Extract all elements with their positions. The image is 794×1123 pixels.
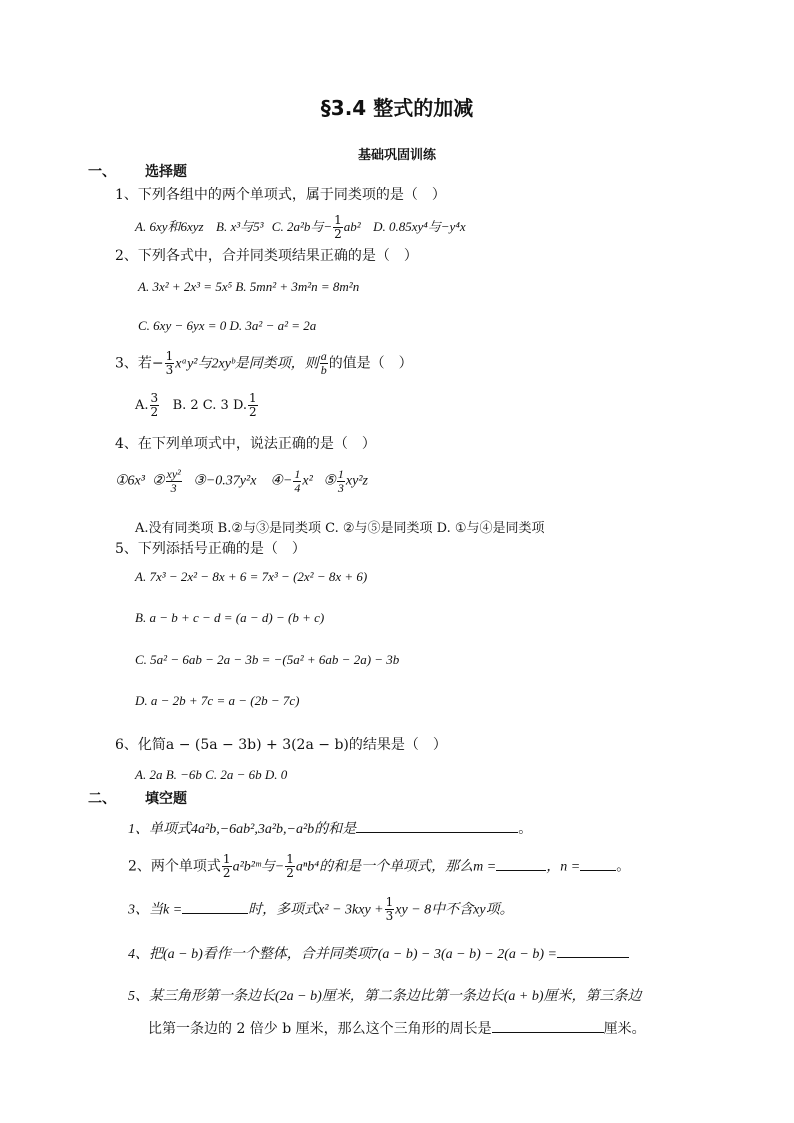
q3-d-numerator: 1 <box>249 391 257 405</box>
q4-item-2-fraction <box>166 468 182 495</box>
fill-3-k-blank[interactable] <box>182 899 248 914</box>
fill-3-mid: 时，多项式x² − 3kxy + <box>248 902 384 918</box>
q4-item-2-numerator: xy² <box>166 467 181 481</box>
q3-ab-numerator: a <box>320 349 327 363</box>
q4-item-5-pre: ⑤ <box>323 473 336 489</box>
fill-5-answer-blank[interactable] <box>492 1018 604 1033</box>
q4-item-1: ①6x³ <box>115 473 145 489</box>
q2-options-ab: A. 3x² + 2x³ = 5x⁵ B. 5mn² + 3m²n = 8m²n <box>138 279 360 294</box>
section-1-title: 选择题 <box>145 164 187 180</box>
q4-item-4-denominator: 4 <box>294 481 301 495</box>
fill-2-mid-1: a²b²ᵐ与− <box>232 859 285 875</box>
q1-option-b: B. x³与5³ <box>216 219 264 234</box>
q5-option-d: D. a − 2b + 7c = a − (2b − 7c) <box>135 693 300 708</box>
q4-item-2-denominator: 3 <box>170 481 177 495</box>
fill-1-text: 1、单项式4a²b,−6ab²,3a²b,−a²b的和是 <box>128 822 357 837</box>
fill-3 <box>128 896 514 923</box>
q4-item-5-post: xy²z <box>345 473 368 489</box>
q3-mid: xᵃy²与2xyᵇ是同类项，则 <box>175 356 319 372</box>
q3-option-a-label: A. <box>135 398 149 413</box>
q3-stem <box>115 350 413 377</box>
page-title: §3.4 整式的加减 <box>320 96 474 120</box>
q4-item-4-pre: ④− <box>270 473 293 489</box>
q4-item-4-post: x² <box>302 473 313 489</box>
fill-1 <box>128 818 532 838</box>
q4-item-5-numerator: 1 <box>337 467 344 481</box>
q1-option-c-fraction <box>333 214 343 241</box>
q3-ab-denominator: b <box>320 363 327 377</box>
section-1-number: 一、 <box>88 164 116 180</box>
q3-fraction-ab <box>320 350 328 377</box>
fill-2-m-blank[interactable] <box>496 856 546 871</box>
q6-options: A. 2a B. −6b C. 2a − 6b D. 0 <box>135 767 288 782</box>
fill-2-fraction-2-numerator: 1 <box>286 852 294 866</box>
q3-a-denominator: 2 <box>150 405 159 419</box>
q3-option-d-fraction <box>248 392 258 419</box>
q4-items <box>115 468 368 495</box>
q3-option-a-fraction <box>150 392 160 419</box>
q5-option-c: C. 5a² − 6ab − 2a − 3b = −(5a² + 6ab − 2a) − 3b <box>135 652 400 667</box>
q4-stem: 4、在下列单项式中，说法正确的是（ ） <box>115 436 376 452</box>
fill-3-fraction-denominator: 3 <box>385 909 394 923</box>
fill-5-line-2-post: 厘米。 <box>603 1021 646 1037</box>
q4-item-4-numerator: 1 <box>294 467 301 481</box>
q1-option-a: A. 6xy和6xyz <box>135 219 204 234</box>
q1-option-d: D. 0.85xy⁴与−y⁴x <box>373 219 466 234</box>
q1-c-denominator: 2 <box>334 227 342 241</box>
q3-coef-numerator: 1 <box>165 349 174 363</box>
q4-item-2-pre: ② <box>151 473 165 489</box>
fill-5-line-2-text: 比第一条边的 2 倍少 b 厘米，那么这个三角形的周长是 <box>148 1021 492 1037</box>
q5-option-a: A. 7x³ − 2x² − 8x + 6 = 7x³ − (2x² − 8x + 6) <box>135 569 368 584</box>
q3-a-numerator: 3 <box>150 391 159 405</box>
fill-5-line-1: 5、某三角形第一条边长(2a − b)厘米，第二条边比第一条边长(a + b)厘米，第三条边 <box>128 989 642 1004</box>
q5-stem: 5、下列添括号正确的是（ ） <box>115 541 306 557</box>
q1-options <box>135 214 466 241</box>
section-2-title: 填空题 <box>145 791 187 807</box>
q3-d-denominator: 2 <box>249 405 257 419</box>
fill-1-answer-blank[interactable] <box>356 818 518 833</box>
q4-item-4-fraction <box>293 468 301 495</box>
section-2-number: 二、 <box>88 791 116 807</box>
q6-stem: 6、化简a − (5a − 3b) + 3(2a − b)的结果是（ ） <box>115 737 447 753</box>
fill-2-post: 。 <box>616 858 631 875</box>
fill-3-fraction <box>385 896 395 923</box>
q4-options: A.没有同类项 B.②与③是同类项 C. ②与⑤是同类项 D. ①与④是同类项 <box>135 521 545 536</box>
q2-stem: 2、下列各式中，合并同类项结果正确的是（ ） <box>115 248 418 264</box>
q1-c-numerator: 1 <box>334 213 342 227</box>
q1-option-c-post: ab² <box>343 219 361 234</box>
fill-3-pre: 3、当k = <box>128 902 183 918</box>
q2-options-cd: C. 6xy − 6yx = 0 D. 3a² − a² = 2a <box>138 318 317 333</box>
fill-2-mid-2: aⁿb⁴的和是一个单项式，那么m = <box>295 859 497 875</box>
q3-pre: 3、若− <box>115 355 164 372</box>
q1-option-c-pre: C. 2a²b与− <box>271 219 333 234</box>
q3-options <box>135 392 259 419</box>
q4-item-3: ③−0.37y²x <box>193 473 257 489</box>
fill-2-fraction-1-denominator: 2 <box>222 866 231 880</box>
fill-3-fraction-numerator: 1 <box>385 895 394 909</box>
fill-5-line-2 <box>148 1018 646 1038</box>
fill-2-n-blank[interactable] <box>580 856 616 871</box>
q3-coef-denominator: 3 <box>165 363 174 377</box>
q4-item-5-denominator: 3 <box>337 481 344 495</box>
fill-2-fraction-2 <box>285 853 295 880</box>
page-subtitle: 基础巩固训练 <box>357 148 436 163</box>
fill-4-answer-blank[interactable] <box>557 943 629 958</box>
fill-4 <box>128 943 629 963</box>
q4-item-5-fraction <box>337 468 345 495</box>
fill-2-fraction-2-denominator: 2 <box>286 866 294 880</box>
q3-fraction-coef <box>165 350 175 377</box>
q5-option-b: B. a − b + c − d = (a − d) − (b + c) <box>135 610 325 625</box>
q3-options-bcd: B. 2 C. 3 D. <box>172 398 248 413</box>
fill-2 <box>128 853 630 880</box>
fill-3-post: xy − 8中不含xy项。 <box>395 902 514 918</box>
fill-4-text: 4、把(a − b)看作一个整体，合并同类项7(a − b) − 3(a − b) − 2(a − b) = <box>128 947 557 962</box>
q3-post: 的值是（ ） <box>328 355 413 372</box>
fill-2-fraction-1-numerator: 1 <box>222 852 231 866</box>
fill-2-pre: 2、两个单项式 <box>128 858 221 875</box>
fill-2-fraction-1 <box>222 853 232 880</box>
fill-1-post: 。 <box>518 821 533 837</box>
fill-2-mid-3: ，n = <box>546 859 581 875</box>
q1-stem: 1、下列各组中的两个单项式，属于同类项的是（ ） <box>115 187 446 203</box>
